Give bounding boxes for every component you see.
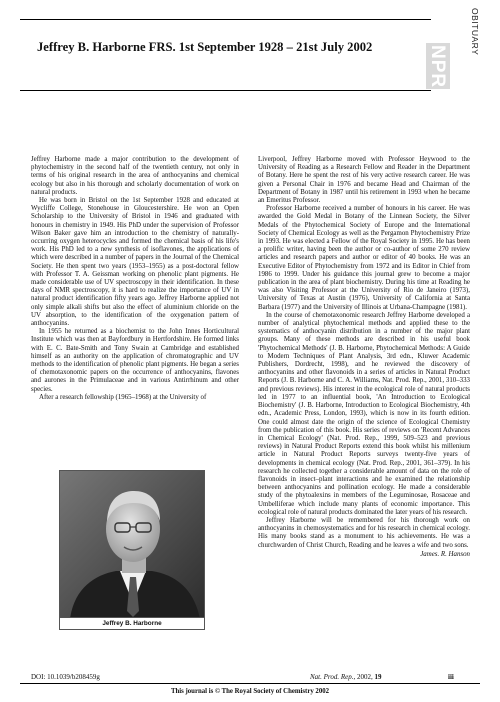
- portrait-image: [60, 471, 205, 618]
- paragraph: Jeffrey Harborne made a major contribution to the development of phytochemistry in the second half of the twentieth century, not only in terms of his original research in the area of anthocyanins and chemical ecology but also in his thorough and scholarly documentation of work on natural products.: [31, 156, 239, 196]
- paragraph: After a research fellowship (1965–1968) at the University of: [39, 393, 207, 401]
- journal-citation: [310, 673, 382, 681]
- paragraph: He was born in Bristol on the 1st September 1928 and educated at Wycliffe College, Stonehouse in Gloucestershire. He won an Open Scholarship to the University of Bristol in 1946 and graduated with honours in chemistry in 1949. His PhD under the supervision of Professor Wilson Baker gave him an introduction to the chemistry of naturally-occurring oxygen heterocycles and formed the chemical basis of his life's work. His PhD led to a new synthesis of isoflavones, the applications of which were described in a number of papers in the Journal of the Chemical Society. He then spent two years (1953–1955) as a post-doctoral fellow with Professor T. A. Geissman working on phenolic plant pigments. He made considerable use of UV spectroscopy in their identification. In these days of NMR spectroscopy, it is hard to realize the importance of UV in natural product identification fifty years ago. Jeffrey Harborne applied not only simple alkali shifts but also the effect of aluminium chloride on the UV absorption, to the identification of the oxygenation pattern of anthocyanins.: [31, 197, 239, 328]
- title-rule: [20, 90, 431, 91]
- doi-link[interactable]: DOI: 10.1039/b208459g: [31, 673, 100, 681]
- bottom-rule: [20, 683, 480, 684]
- journal-name: Nat. Prod. Rep.: [310, 673, 354, 681]
- journal-volume: 19: [374, 673, 382, 681]
- paragraph: Liverpool, Jeffrey Harborne moved with Professor Heywood to the University of Reading as a Research Fellow and Reader in the Department of Botany. Here he spent the rest of his very active research career. He was given a Personal Chair in 1976 and became Head and Chairman of the Department of Botany in 1987 until his retirement in 1993 when he became an Emeritus Professor.: [258, 156, 470, 205]
- copyright-notice: This journal is © The Royal Society of Chemistry 2002: [170, 688, 330, 695]
- paragraph: Jeffrey Harborne will be remembered for his thorough work on anthocyanins in chemosystematics and for his research in chemical ecology. His many books stand as a monument to his achievements. He was a churchwarden of Christ Church, Reading and he leaves a wife and two sons.: [258, 516, 470, 549]
- paragraph: In 1955 he returned as a biochemist to the John Innes Horticultural Institute which was then at Bayfordbury in Hertfordshire. He formed links with E. C. Bate-Smith and Tony Swain at Cambridge and established himself as an authority on the application of chromatographic and UV methods to the identification of phenolic plant pigments. He began a series of chemotaxonomic papers on the occurrence of anthocyanins, flavones and aurones in the Primulaceae and in various Antirrhinum and other species.: [31, 328, 239, 393]
- page-number: iii: [448, 673, 454, 681]
- portrait-photo: [59, 470, 205, 618]
- author-signature: James. R. Hanson: [420, 550, 470, 558]
- left-column: [31, 156, 239, 402]
- article-title: Jeffrey B. Harborne FRS. 1st September 1928 – 21st July 2002: [37, 40, 373, 54]
- section-label: [468, 6, 482, 86]
- section-label-text: OBITUARY: [470, 8, 480, 56]
- npr-logo-text: NPR: [427, 45, 448, 89]
- journal-year: , 2002,: [353, 673, 375, 681]
- npr-logo: [426, 43, 450, 89]
- right-column: [258, 156, 470, 559]
- paragraph: Professor Harborne received a number of honours in his career. He was awarded the Gold Medal in Botany of the Linnean Society, the Silver Medals of the Phytochemical Society of Europe and the International Society of Chemical Ecology as well as the Pergamon Phytochemistry Prize in 1993. He was elected a Fellow of the Royal Society in 1995. He has been a prolific writer, having been the author or co-author of some 270 review articles and research papers and author or editor of 40 books. He was an Executive Editor of Phytochemistry from 1972 and its Editor in Chief from 1986 to 1999. Under his guidance this journal grew to become a major publication in the area of plant biochemistry. During his time at Reading he was also Visiting Professor at the University of Rio de Janeiro (1973), University of Texas at Austin (1976), University of California at Santa Barbara (1977) and the University of Illinois at Urbana-Champagne (1981).: [258, 205, 470, 311]
- top-rule: [20, 19, 431, 20]
- paragraph: In the course of chemotaxonomic research Jeffrey Harborne developed a number of analytical phytochemical methods and applied these to the systematics of anthocyanin distribution in a number of the major plant groups. Many of these methods are described in his useful book 'Phytochemical Methods' (J. B. Harborne, Phytochemical Methods: A Guide to Modern Techniques of Plant Analysis, 3rd edn., Kluwer Academic Publishers, Dordrecht, 1998), and he reviewed the discovery of anthocyanins and other flavonoids in a series of articles in Natural Product Reports (J. B. Harborne and C. A. Williams, Nat. Prod. Rep., 2001, 310–333 and previous reviews). His interest in the ecological role of natural products led in 1977 to an influential book, 'An Introduction to Ecological Biochemistry' (J. B. Harborne, Introduction to Ecological Biochemistry, 4th edn., Academic Press, London, 1993), which is now in its fourth edition. One could almost date the origin of the science of Ecological Chemistry from the publication of this book. His series of reviews on 'Recent Advances in Chemical Ecology' (Nat. Prod. Rep., 1999, 509–523 and previous reviews) in Natural Product Reports extend this book whilst his millenium article in Natural Product Reports surveys twenty-five years of developments in chemical ecology (Nat. Prod. Rep., 2001, 361–379). In his research he collected together a considerable amount of data on the role of flavonoids in insect–plant interactions and he examined the relationship between anthocyanins and pollination ecology. He made a considerable study of the phytoalexins in members of the Leguminosae, Rosaceae and Umbelliferae which include many plants of economic importance. This ecological role of natural products dominated the later years of his research.: [258, 311, 470, 516]
- photo-caption: Jeffrey B. Harborne: [59, 618, 205, 630]
